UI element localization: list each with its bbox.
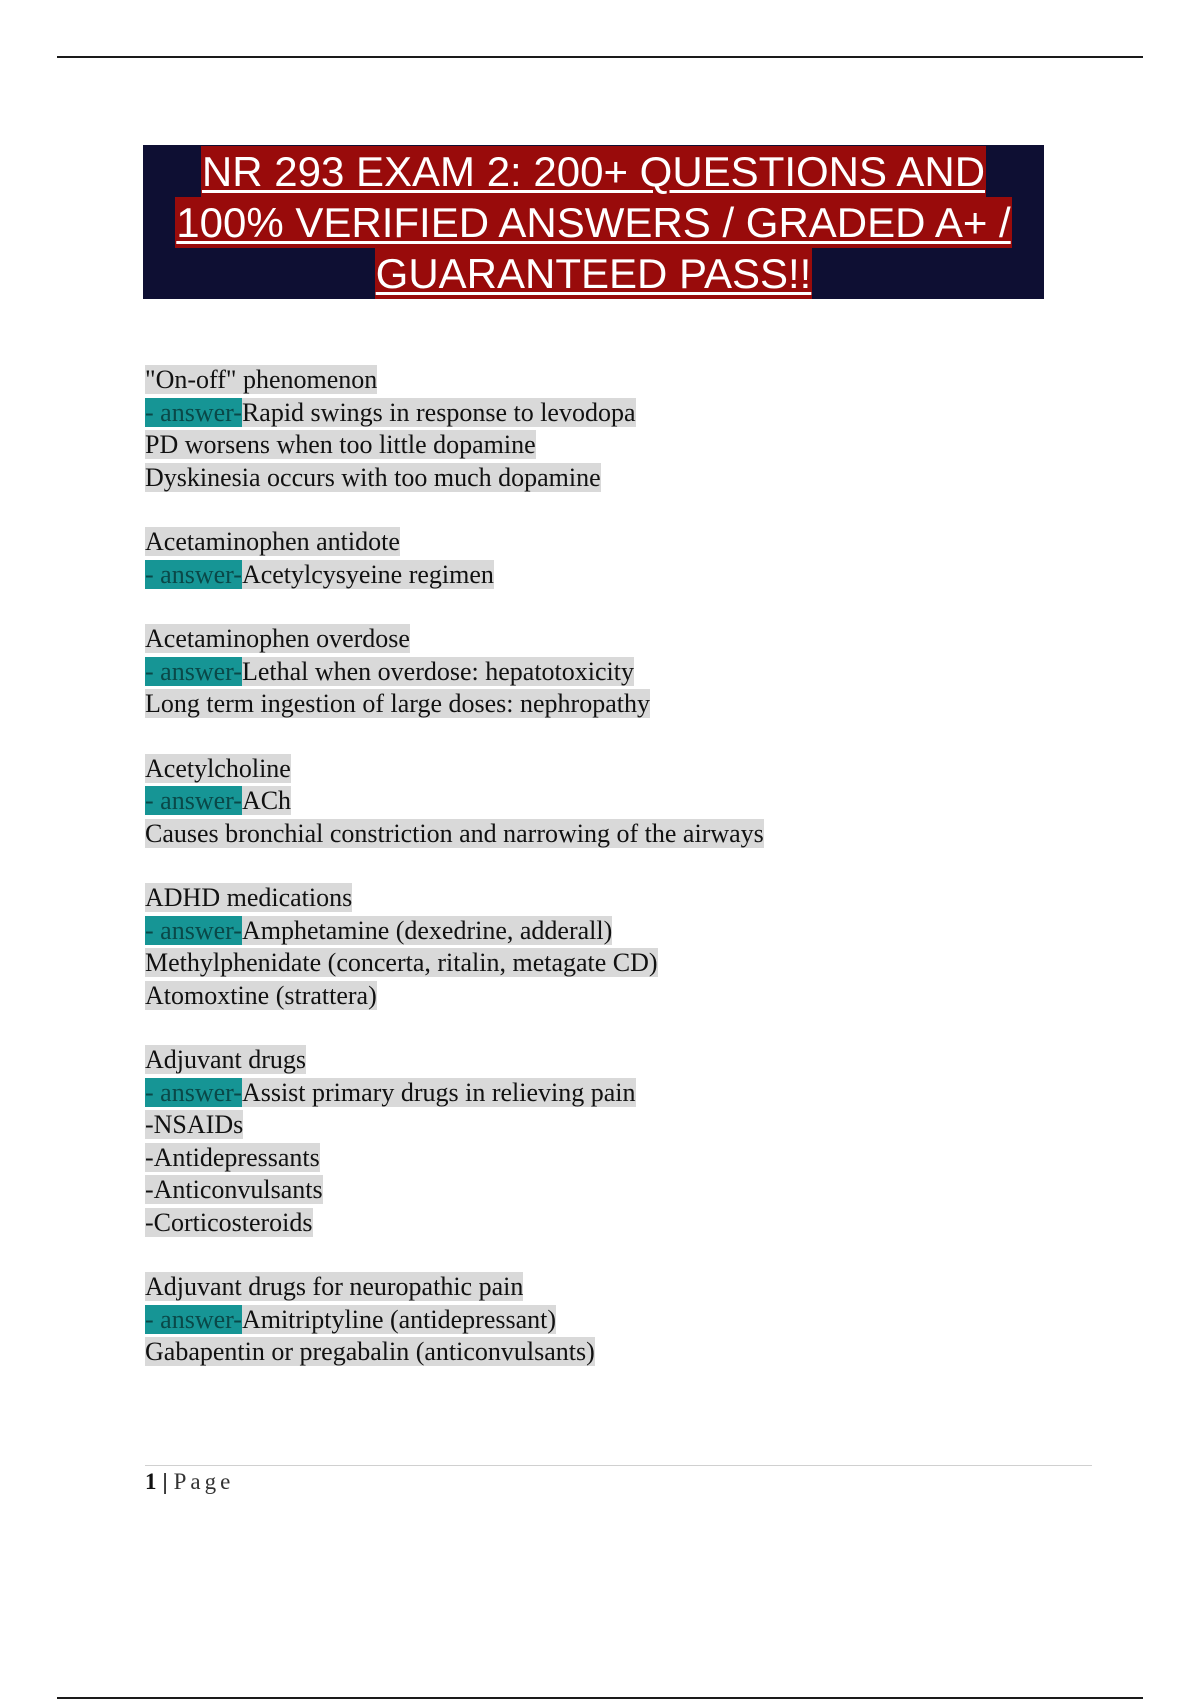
question-line	[145, 1271, 1045, 1304]
qa-entry	[145, 753, 1045, 851]
question-term: ADHD medications	[145, 883, 353, 912]
document-title-banner	[143, 145, 1044, 299]
answer-line	[145, 915, 1045, 948]
qa-entry	[145, 1044, 1045, 1239]
qa-entry	[145, 364, 1045, 494]
answer-text: Amphetamine (dexedrine, adderall)	[241, 915, 613, 945]
qa-entry	[145, 1271, 1045, 1369]
answer-text: Acetylcysyeine regimen	[241, 559, 494, 589]
question-line	[145, 753, 1045, 786]
qa-entry	[145, 623, 1045, 721]
top-rule	[57, 56, 1143, 58]
answer-detail-text: Long term ingestion of large doses: nephropathy	[145, 689, 650, 718]
title-line: NR 293 EXAM 2: 200+ QUESTIONS AND	[201, 147, 986, 195]
answer-text: Amitriptyline (antidepressant)	[241, 1304, 557, 1334]
question-term: Adjuvant drugs for neuropathic pain	[145, 1272, 524, 1301]
question-term: Acetylcholine	[145, 753, 291, 783]
title-line: 100% VERIFIED ANSWERS / GRADED A+ /	[176, 198, 1011, 246]
answer-detail-line	[145, 1142, 1045, 1175]
question-line	[145, 882, 1045, 915]
footer-rule	[145, 1465, 1092, 1466]
answer-detail-line	[145, 1109, 1045, 1142]
question-line	[145, 526, 1045, 559]
answer-line	[145, 559, 1045, 592]
answer-tag: - answer-	[145, 915, 242, 945]
answer-detail-text: Dyskinesia occurs with too much dopamine	[145, 462, 601, 492]
answer-detail-text: PD worsens when too little dopamine	[145, 430, 536, 459]
question-line	[145, 364, 1045, 397]
bottom-rule	[57, 1697, 1143, 1699]
answer-detail-line	[145, 818, 1045, 851]
answer-text: Rapid swings in response to levodopa	[241, 397, 636, 427]
qa-entry	[145, 882, 1045, 1012]
answer-detail-line	[145, 462, 1045, 495]
answer-detail-line	[145, 688, 1045, 721]
answer-tag: - answer-	[145, 1077, 242, 1107]
footer-separator: |	[162, 1469, 168, 1494]
answer-text: Lethal when overdose: hepatotoxicity	[241, 656, 634, 686]
answer-detail-text: -Corticosteroids	[145, 1207, 313, 1237]
question-line	[145, 623, 1045, 656]
answer-tag: - answer-	[145, 1304, 242, 1334]
answer-detail-line	[145, 1207, 1045, 1240]
answer-detail-text: -Antidepressants	[145, 1142, 320, 1172]
answer-detail-line	[145, 429, 1045, 462]
qa-entry	[145, 526, 1045, 591]
answer-text: Assist primary drugs in relieving pain	[241, 1077, 636, 1107]
question-term: Acetaminophen overdose	[145, 624, 410, 653]
question-term: Adjuvant drugs	[145, 1045, 307, 1074]
answer-line	[145, 397, 1045, 430]
answer-line	[145, 1077, 1045, 1110]
answer-line	[145, 1304, 1045, 1337]
answer-detail-line	[145, 947, 1045, 980]
answer-tag: - answer-	[145, 559, 242, 589]
answer-text: ACh	[241, 786, 292, 815]
qa-list	[145, 364, 1045, 1401]
answer-detail-text: -Anticonvulsants	[145, 1175, 323, 1204]
page-footer	[145, 1467, 234, 1497]
answer-line	[145, 785, 1045, 818]
answer-detail-line	[145, 1174, 1045, 1207]
answer-line	[145, 656, 1045, 689]
answer-tag: - answer-	[145, 397, 242, 427]
question-line	[145, 1044, 1045, 1077]
answer-detail-text: Methylphenidate (concerta, ritalin, metagate CD)	[145, 948, 658, 977]
question-term: "On-off" phenomenon	[145, 365, 378, 394]
title-line: GUARANTEED PASS!!	[375, 249, 812, 297]
answer-detail-line	[145, 1336, 1045, 1369]
answer-detail-line	[145, 980, 1045, 1013]
answer-detail-text: Gabapentin or pregabalin (anticonvulsants)	[145, 1337, 595, 1366]
answer-tag: - answer-	[145, 656, 242, 686]
page-number: 1	[145, 1469, 157, 1494]
answer-detail-text: Atomoxtine (strattera)	[145, 980, 377, 1010]
page-label: Page	[173, 1469, 235, 1494]
answer-detail-text: Causes bronchial constriction and narrowing of the airways	[145, 818, 764, 848]
answer-tag: - answer-	[145, 786, 242, 815]
question-term: Acetaminophen antidote	[145, 527, 400, 556]
answer-detail-text: -NSAIDs	[145, 1110, 244, 1139]
